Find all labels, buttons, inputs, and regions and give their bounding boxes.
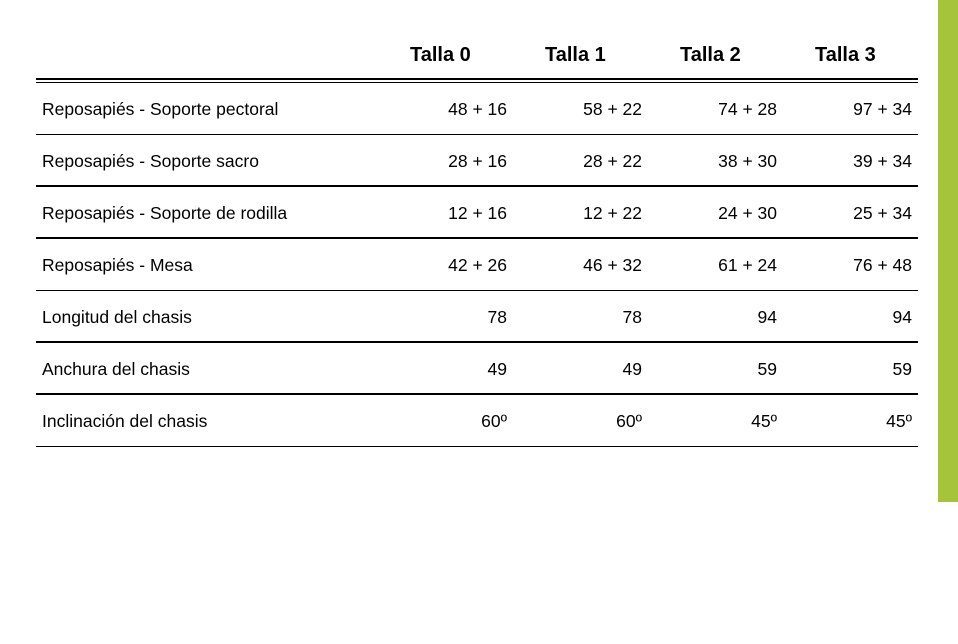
table-row [36, 83, 918, 135]
cell-talla-1: 12 + 22 [583, 203, 642, 223]
row-label: Reposapiés - Soporte sacro [42, 151, 259, 171]
cell-talla-1: 46 + 32 [583, 255, 642, 275]
size-spec-table [36, 32, 918, 447]
row-label: Reposapiés - Soporte de rodilla [42, 203, 288, 223]
header-talla-0: Talla 0 [410, 44, 471, 66]
cell-talla-1: 49 [622, 359, 642, 379]
cell-talla-1: 60º [616, 411, 642, 431]
cell-talla-1: 28 + 22 [583, 151, 642, 171]
cell-talla-2: 94 [757, 307, 777, 327]
accent-side-bar [938, 0, 958, 502]
cell-talla-3: 39 + 34 [853, 151, 912, 171]
header-talla-3: Talla 3 [815, 44, 876, 66]
cell-talla-0: 78 [487, 307, 507, 327]
table-row [36, 135, 918, 187]
cell-talla-2: 24 + 30 [718, 203, 777, 223]
cell-talla-2: 61 + 24 [718, 255, 777, 275]
table-header-row [36, 32, 918, 78]
cell-talla-3: 94 [892, 307, 912, 327]
row-label: Reposapiés - Mesa [42, 255, 193, 275]
cell-talla-0: 48 + 16 [448, 99, 507, 119]
cell-talla-3: 25 + 34 [853, 203, 912, 223]
cell-talla-3: 97 + 34 [853, 99, 912, 119]
cell-talla-2: 74 + 28 [718, 99, 777, 119]
header-talla-2: Talla 2 [680, 44, 741, 66]
table-row [36, 395, 918, 447]
header-talla-1: Talla 1 [545, 44, 606, 66]
cell-talla-0: 42 + 26 [448, 255, 507, 275]
cell-talla-2: 45º [751, 411, 777, 431]
cell-talla-1: 78 [622, 307, 642, 327]
row-label: Longitud del chasis [42, 307, 192, 327]
cell-talla-2: 38 + 30 [718, 151, 777, 171]
table-row [36, 239, 918, 291]
cell-talla-0: 60º [481, 411, 507, 431]
row-label: Anchura del chasis [42, 359, 190, 379]
table-row [36, 187, 918, 239]
cell-talla-0: 28 + 16 [448, 151, 507, 171]
row-label: Reposapiés - Soporte pectoral [42, 99, 279, 119]
cell-talla-1: 58 + 22 [583, 99, 642, 119]
row-label: Inclinación del chasis [42, 411, 208, 431]
cell-talla-3: 45º [886, 411, 912, 431]
cell-talla-3: 59 [892, 359, 912, 379]
cell-talla-0: 12 + 16 [448, 203, 507, 223]
cell-talla-2: 59 [757, 359, 777, 379]
cell-talla-0: 49 [487, 359, 507, 379]
table-row [36, 291, 918, 343]
table-row [36, 343, 918, 395]
cell-talla-3: 76 + 48 [853, 255, 912, 275]
